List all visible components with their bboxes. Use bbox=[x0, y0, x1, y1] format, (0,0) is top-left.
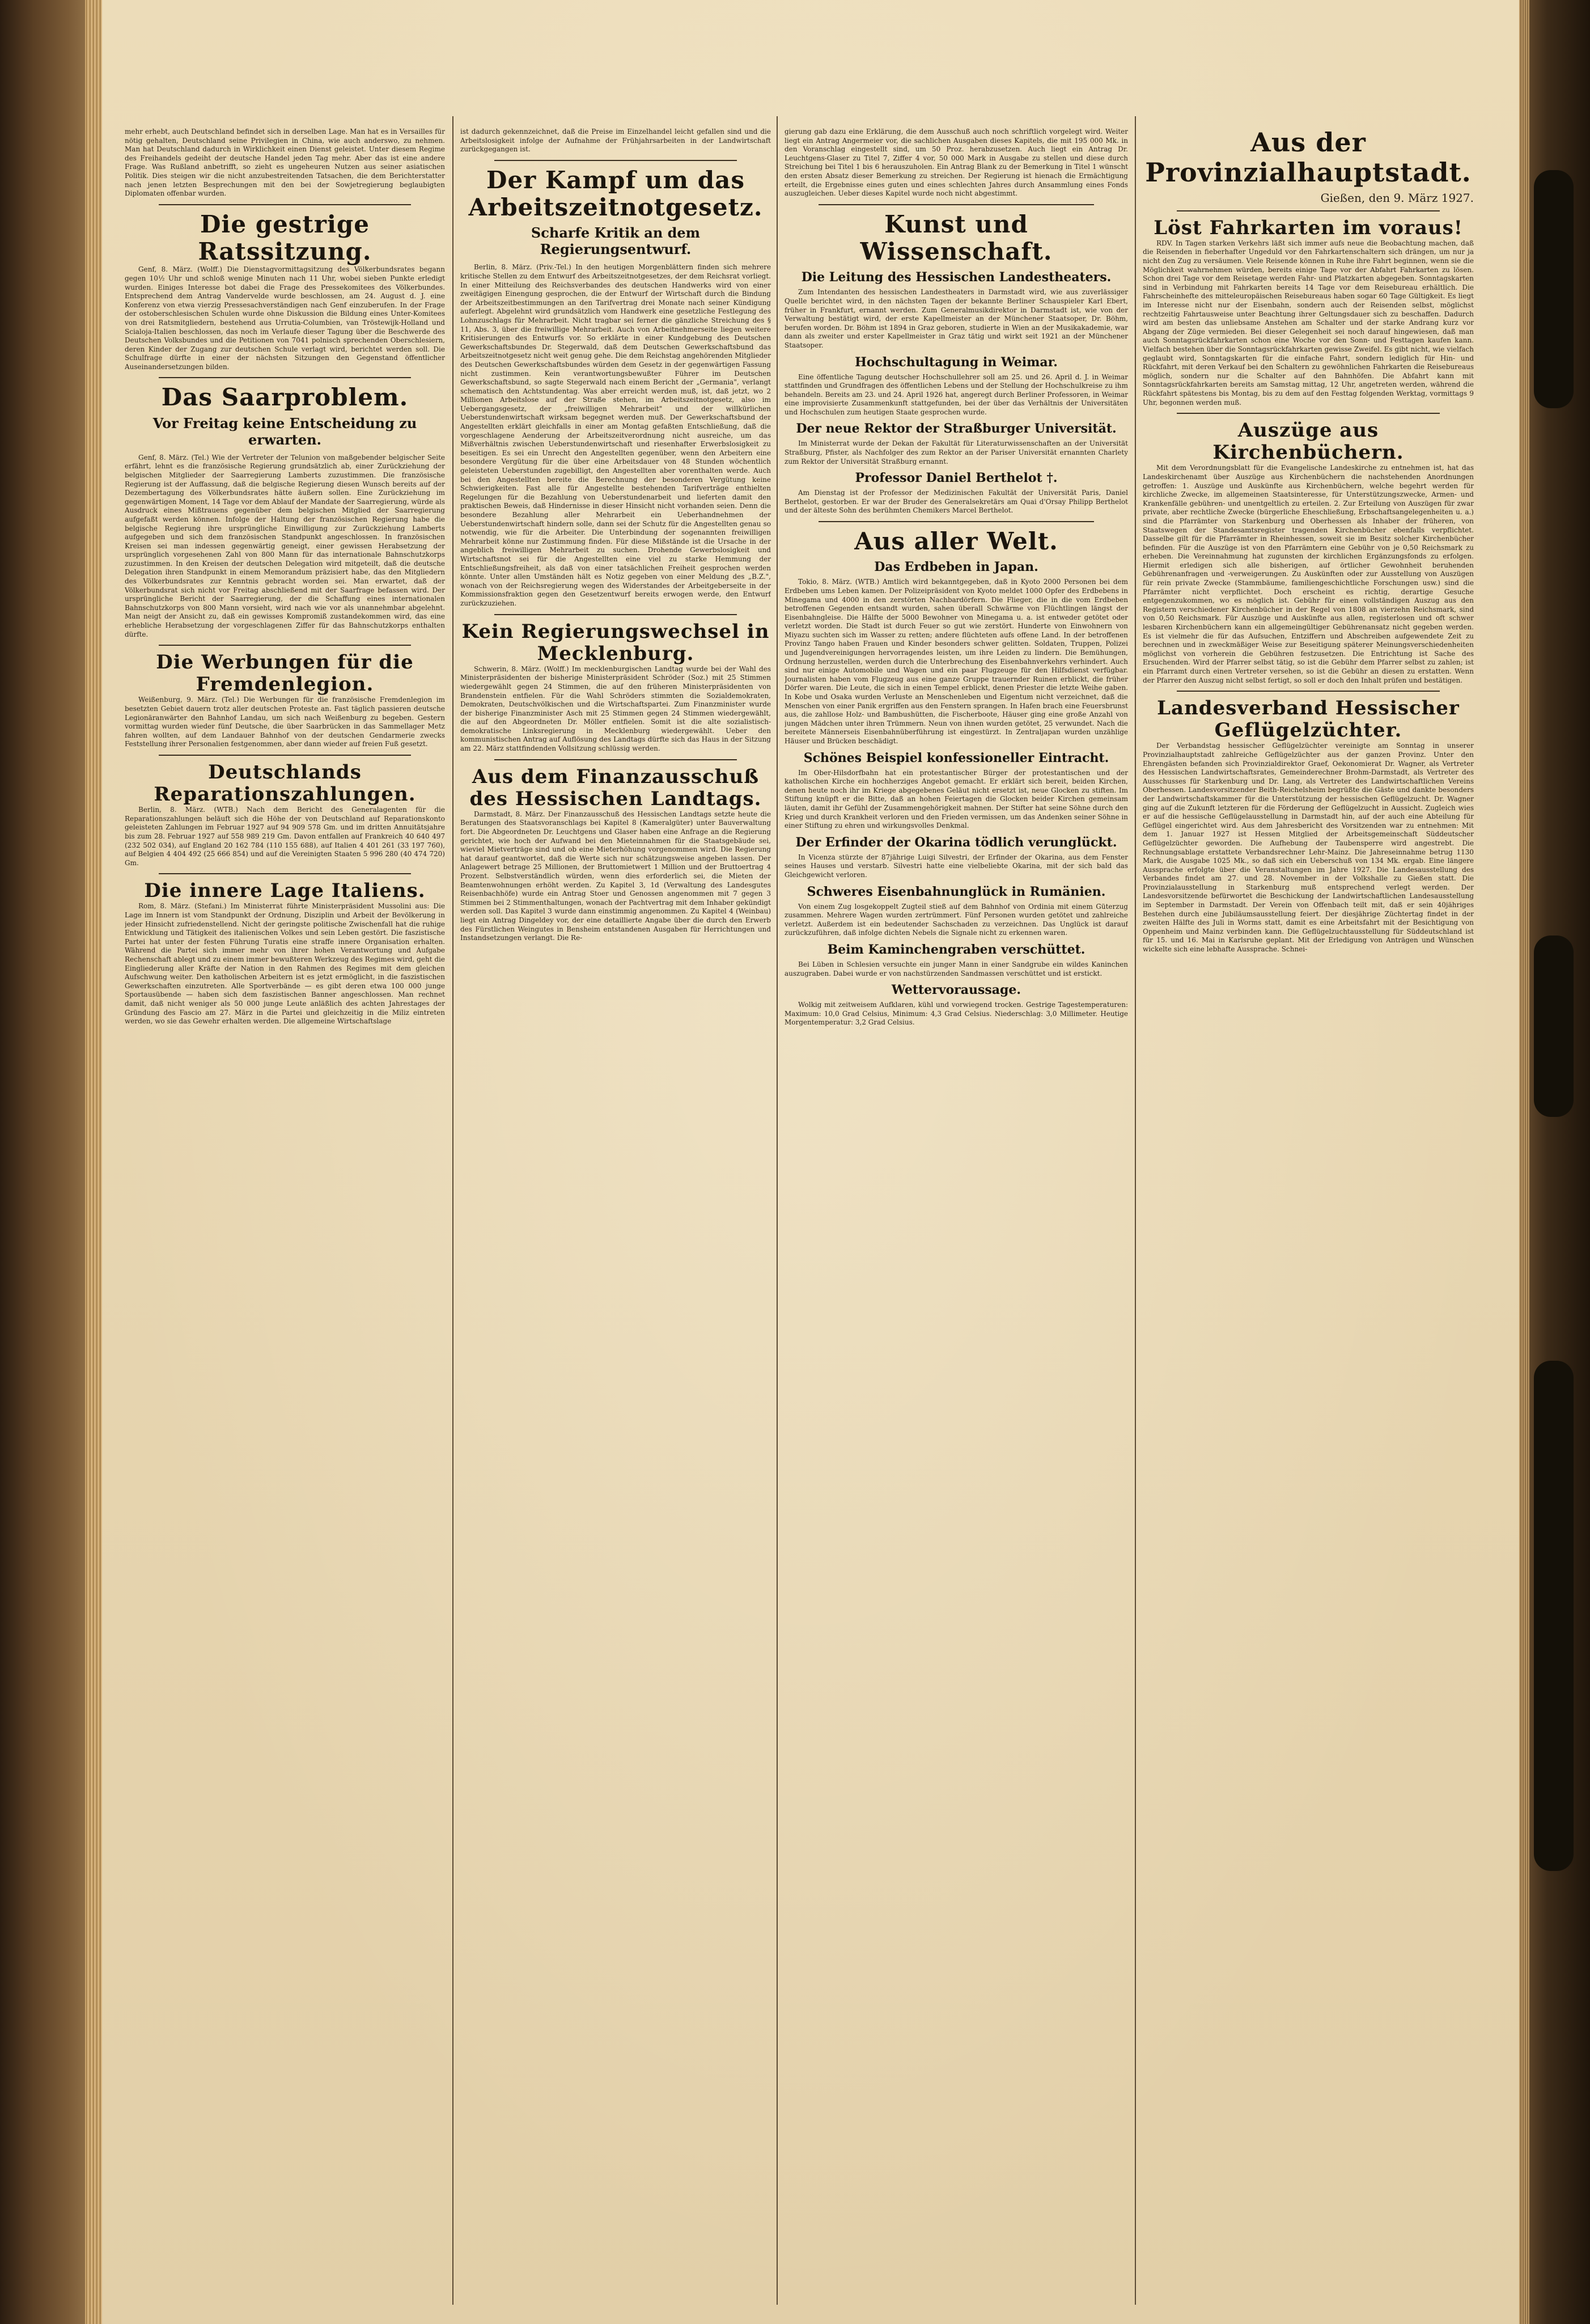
provinz-headline: Aus der Provinzialhauptstadt. bbox=[1145, 128, 1472, 188]
wetter-text: Wolkig mit zeitweisem Aufklaren, kühl und vorwiegend trocken. Gestrige Tagestemperaturen: Maximum: 10,0 Grad Celsius, Minimum: 4,3 Grad Celsius. Niederschlag: 3,0 Millimeter. Heutige Morgentemperatur: 3,2 Grad Celsius. bbox=[785, 1001, 1128, 1027]
column-4 bbox=[1143, 128, 1474, 2301]
col1-intro: mehr erhebt, auch Deutschland befindet sich in derselben Lage. Man hat es in Versailles für nötig gehalten, Deutschland seine Privilegien in China, wie auch anderswo, zu nehmen. Man hat Deutschland dadurch in Wirklichkeit einen Dienst geleistet. Unter diesem Regime des Freihandels gedeiht der deutsche Handel jeden Tag mehr. Aber das ist eine andere Frage. Was Rußland anbetrifft, so zieht es ungeheuren Nutzen aus seiner asiatischen Politik. Dies steigen wir die nicht anzubestreitenden Tatsachen, die dem Berichterstatter nach jenen letzten Besprechungen mit den bei der Sowjetregierung beglaubigten Diplomaten offenbar wurden. bbox=[125, 128, 445, 198]
section-divider bbox=[159, 204, 411, 205]
next-page-glyph bbox=[1534, 1361, 1574, 1871]
next-page-glyph bbox=[1534, 935, 1574, 1117]
column-rule bbox=[452, 116, 453, 2305]
saar-text: Genf, 8. März. (Tel.) Wie der Vertreter der Telunion von maßgebender belgischer Seite erfährt, lehnt es die französische Regierung grundsätzlich ab, einer Zurückziehung der belgischen Mitglieder der Saarregierung Lamberts zuzustimmen. Die französische Regierung ist der Auffassung, daß die belgische Regierung diesen Wunsch bereits auf der Dezembertagung des Völkerbundsrates hätte äußern sollen. Eine Zurückziehung im gegenwärtigen Moment, 14 Tage vor dem Ablauf der Mandate der Saarregierung, würde als Ausdruck eines Mißtrauens gegenüber dem belgischen Mitglied der Saarregierung aufgefaßt werden können. Infolge der Haltung der französischen Regierung habe die belgische Regierung ihre ursprüngliche Einwilligung zur Zurückziehung Lamberts aufgegeben und sich dem französischen Standpunkt angeschlossen. In französischen Kreisen sei man indessen gegenwärtig geneigt, einer gewissen Herabsetzung der ursprünglich vorgesehenen Zahl von 800 Mann für das internationale Bahnschutzkorps zuzustimmen. In den Kreisen der deutschen Delegation wird mitgeteilt, daß die deutsche Delegation ihren Standpunkt in einem Memorandum präzisiert habe, das den Mitgliedern des Völkerbundsrates zur Kenntnis gebracht worden sei. Man erwartet, daß der Völkerbundsrat sich nicht vor Freitag abschließend mit der Saarfrage befassen wird. Der ursprüngliche Bericht der Saarregierung, der die Schaffung eines internationalen Bahnschutzkorps von 800 Mann vorsieht, wird nach wie vor als unannehmbar abgelehnt. Man neigt der Ansicht zu, daß ein gewisses Kompromiß zustandekommen wird, das eine erhebliche Herabsetzung der vorgeschlagenen Ziffer für das Bahnschutzkorps enthalten dürfte. bbox=[125, 453, 445, 638]
ratssitzung-headline: Die gestrige Ratssitzung. bbox=[198, 210, 372, 266]
mecklenburg-text: Schwerin, 8. März. (Wolff.) Im mecklenburgischen Landtag wurde bei der Wahl des Ministerpräsidenten der bisherige Ministerpräsident Schröder (Soz.) mit 25 Stimmen wiedergewählt gegen 24 Stimmen, die auf den früheren Ministerpräsidenten von Brandenstein entfielen. Für die Wahl Schröders stimmten die Sozialdemokraten, Demokraten, Deutschvölkischen und die Wirtschaftspartei. Zum Finanzminister wurde der bisherige Finanzminister Asch mit 25 Stimmen gegen 24 Stimmen wiedergewählt, die auf den Abgeordneten Dr. Möller entfielen. Somit ist die alte sozialistisch-demokratische Linksregierung in Mecklenburg wiedergewählt. Ueber den kommunistischen Antrag auf Auflösung des Landtags dürfte sich das Haus in der Sitzung am 22. März stattfindenden Vollsitzung schlüssig werden. bbox=[460, 664, 771, 753]
section-divider bbox=[819, 204, 1094, 205]
section-divider bbox=[1177, 413, 1440, 414]
section-divider bbox=[159, 645, 411, 646]
japan-text: Tokio, 8. März. (WTB.) Amtlich wird bekanntgegeben, daß in Kyoto 2000 Personen bei dem Erdbeben ums Leben kamen. Der Polizeipräsident von Kyoto meldet 1000 Opfer des Erdbebens in Minegama und 4000 in den zerstörten Nachbardörfern. Die Flieger, die in die vom Erdbeben betroffenen Gegenden entsandt wurden, sahen überall Schwärme von Flüchtlingen längst der Eisenbahngleise. Die Hälfte der 5000 Bewohner von Minegama u. a. ist entweder getötet oder verletzt worden. Die Stadt ist durch Feuer so gut wie zerstört. Hunderte von Einwohnern von Miyazu suchten sich im Wasser zu retten; andere flüchteten aufs offene Land. In der betroffenen Provinz Tango haben Frauen und Kinder besonders schwer gelitten. Soldaten, Truppen, Polizei und Jugendvereinigungen hervorragendes leisten, um ihre Leiden zu lindern. Die Bemühungen, Ordnung herzustellen, werden durch die Unterbrechung des Eisenbahnverkehrs verhindert. Auch sind nur einige Automobile und Wagen und ein paar Flugzeuge für den Hilfsdienst verfügbar. Journalisten haben vom Flugzeug aus eine ganze Gruppe trauernder Ruinen erblickt, die früher Dörfer waren. Die Leute, die sich in einen Tempel erblickt, denen Priester die letzte Weihe gaben. In Kobe und Osaka wurden Verluste an Menschenleben und Eigentum nicht verzeichnet, daß die Menschen von einer Panik ergriffen aus den Fenstern sprangen. In Hafen brach eine Feuersbrunst aus, die zahllose Holz- und Bambushütten, die Fischerboote, Häuser ging eine große Anzahl von jungen Mädchen unter ihren Trümmern. Neun von ihnen wurden getötet, 25 verwundet. Nach die bereitete Männerseis Eisenbahnüberführung ist eingestürzt. In Zentraljapan wurden unzählige Häuser und Brücken beschädigt. bbox=[785, 578, 1128, 746]
kampf-headline: Der Kampf um das Arbeitszeitnotgesetz. bbox=[468, 166, 763, 222]
japan-subheadline: Das Erdbeben in Japan. bbox=[874, 560, 1038, 575]
col3-intro: gierung gab dazu eine Erklärung, die dem Ausschuß auch noch schriftlich vorgelegt wird. Weiter liegt ein Antrag Angermeier vor, die sachlichen Ausgaben dieses Kapitels, die mit 195 000 Mk. in den Voranschlag eingestellt sind, um 50 Proz. herabzusetzen. Auch liegt ein Antrag Dr. Leuchtgens-Glaser zu Titel 7, Ziffer 4 vor, 50 000 Mark in Ausgabe zu stellen und diese durch Streichung bei Titel 1 bis 6 herauszuholen. Ein Antrag Blank zu der Bemerkung in Titel 1 wünscht den ersten Absatz dieser Bemerkung zu streichen. Der Regierung ist hienach die Ermächtigung erteilt, die Ergebnisse eines guten und eines schlechten Jahres durch Ansammlung eines Fonds auszugleichen. Ueber dieses Kapitel wurde noch nicht abgestimmt. bbox=[785, 128, 1128, 198]
kunst-headline: Kunst und Wissenschaft. bbox=[860, 210, 1053, 266]
okarina-text: In Vicenza stürzte der 87jährige Luigi Silvestri, der Erfinder der Okarina, aus dem Fenster seines Hauses und verstarb. Silvestri hatte eine vielbeliebte Okarina, mit der sich bald das Gleichgewicht verloren. bbox=[785, 853, 1128, 879]
col2-intro: ist dadurch gekennzeichnet, daß die Preise im Einzelhandel leicht gefallen sind und die Arbeitslosigkeit infolge der Aufnahme der Frühjahrsarbeiten in der Landwirtschaft zurückgegangen ist. bbox=[460, 128, 771, 154]
section-divider bbox=[494, 614, 737, 615]
page-stack-edge bbox=[85, 0, 102, 2324]
kamin-text: Bei Lüben in Schlesien versuchte ein junger Mann in einer Sandgrube ein wildes Kaninchen auszugraben. Dabei wurde er von nachstürzenden Sandmassen verschüttet und ist erstickt. bbox=[785, 960, 1128, 977]
column-3 bbox=[785, 128, 1128, 2301]
section-divider bbox=[1177, 691, 1440, 692]
hochschul-subheadline: Hochschultagung in Weimar. bbox=[855, 354, 1058, 370]
fahrkarten-headline: Löst Fahrkarten im voraus! bbox=[1154, 216, 1463, 239]
fahrkarten-text: RDV. In Tagen starken Verkehrs läßt sich immer aufs neue die Beobachtung machen, daß die Reisenden in fieberhafter Ungeduld vor den Fahrkartenschaltern sich drängen, um nur ja nicht den Zug zu versäumen. Viele Reisende können in Ruhe ihre Fahrt beginnen, wenn sie die Möglichkeit wahrnehmen würden, bereits einige Tage vor der Abfahrt Fahrkarten zu lösen. Schon drei Tage vor dem Reisetage werden Fahr- und Platzkarten abgegeben. Sonntagskarten sind in Verbindung mit Fahrkarten bereits 14 Tage vor dem Reisebureau erhältlich. Die Fahrscheinhefte des mitteleuropäischen Reisebureaus haben sogar 60 Tage Gültigkeit. Es liegt im Interesse nicht nur der Eisenbahn, sondern auch der Reisenden selbst, möglichst rechtzeitig Fahrtausweise unter Beachtung ihrer Geltungsdauer sich zu beschaffen. Dadurch wird am besten das unliebsame Anstehen am Schalter und der starke Andrang kurz vor Abgang der Züge vermieden. Bei dieser Gelegenheit sei noch darauf hingewiesen, daß man auch Sonntagsrückfahrkarten schon eine Woche vor den Sonn- und Festtagen kaufen kann. Vielfach bestehen über die Sonntagsrückfahrkarten gewisse Zweifel. Es gibt nicht, wie vielfach geglaubt wird, Sonntagskarten für die einfache Fahrt, sondern lediglich für Hin- und Rückfahrt, mit deren Verkauf bei den Schaltern zu gewöhnlichen Fahrkarten die Reisebureaus möglich, sondern nur die Schalter auf den Bahnhöfen. Die Abfahrt kann mit Sonntagsrückfahrkarten bereits am Samstag mittag, 12 Uhr, angetreten werden, während die Rückfahrt spätestens bis Montag, bis zu dem auf den Festtag folgenden Werktag, vormittags 9 Uhr, begonnen werden muß. bbox=[1143, 239, 1474, 407]
schoenes-subheadline: Schönes Beispiel konfessioneller Eintracht. bbox=[803, 750, 1109, 765]
wetter-subheadline: Wettervoraussage. bbox=[891, 983, 1021, 998]
section-divider bbox=[159, 377, 411, 378]
next-page-glyph bbox=[1534, 170, 1574, 408]
leitung-subheadline: Die Leitung des Hessischen Landestheaters. bbox=[801, 270, 1112, 285]
hochschul-text: Eine öffentliche Tagung deutscher Hochschullehrer soll am 25. und 26. April d. J. in Weimar stattfinden und Grundfragen des öffentlichen Lebens und der Stellung der Hochschulkreise zu ihm behandeln. Bereits am 23. und 24. April 1926 hat, angeregt durch Berliner Professoren, in Weimar eine improvisierte Zusammenkunft stattgefunden, bei der über das Verhältnis der Universitäten und Hochschulen zum heutigen Staate gesprochen wurde. bbox=[785, 372, 1128, 416]
mecklenburg-headline: Kein Regierungswechsel in Mecklenburg. bbox=[461, 620, 770, 665]
kamin-subheadline: Beim Kaminchengraben verschüttet. bbox=[827, 942, 1086, 957]
saar-headline: Das Saarproblem. bbox=[161, 383, 409, 412]
ratssitzung-text: Genf, 8. März. (Wolff.) Die Dienstagvormittagsitzung des Völkerbundsrates begann gegen 10½ Uhr und schloß wenige Minuten nach 11 Uhr, wobei sieben Punkte erledigt wurden. Einiges Interesse bot dabei die Frage des Pressekomitees des Völkerbundes. Entsprechend dem Antrag Vandervelde wurde beschlossen, am 24. August d. J. eine Konferenz von etwa vierzig Pressesachverständigen nach Genf einzuberufen. In der Frage der ostoberschlesischen Schulen wurde ohne Diskussion die Bildung eines Unter-Komitees von drei Ratsmitgliedern, bestehend aus Urrutia-Columbien, van Tröstewijk-Holland und Scialoja-Italien beschlossen, das noch im Verlaufe dieser Tagung über die Beschwerde des Deutschen Volksbundes und die Petitionen von 7041 polnisch sprechenden Oberschlesiern, deren Kinder der Zugang zur deutschen Schule verlagt wird, berichtet werden soll. Die Schulfrage dürfte in einer der nächsten Sitzungen den Gegenstand öffentlicher Auseinandersetzungen bilden. bbox=[125, 265, 445, 371]
rektor-text: Im Ministerrat wurde der Dekan der Fakultät für Literaturwissenschaften an der Universität Straßburg, Pfister, als Nachfolger des zum Rektor an der Pariser Universität ernannten Charlety zum Rektor der Universität Straßburg ernannt. bbox=[785, 439, 1128, 465]
schoenes-text: Im Ober-Hilsdorfbahn hat ein protestantischer Bürger der protestantischen und der katholischen Kirche ein hochherziges Angebot gemacht. Er erklärt sich bereit, beiden Kirchen, denen heute noch ihr im Kriege abgegebenes Geläut nicht ersetzt ist, neue Glocken zu stiften. Im Stiftung knüpft er die Bitte, daß an hohen Feiertagen die Glocken beider Kirchen gemeinsam läuten, damit ihr Gefühl der Zusammengehörigkeit mahnen. Der Stifter hat seine Söhne durch den Krieg und durch Krankheit verloren und den Frieden vermissen, um das Andenken seiner Söhne in einer Stiftung zu ehren und wirkungsvolles Denkmal. bbox=[785, 768, 1128, 830]
finanzausschuss-headline: Aus dem Finanzausschuß des Hessischen Landtags. bbox=[469, 765, 762, 810]
section-divider bbox=[1177, 210, 1440, 211]
book-binding bbox=[0, 0, 85, 2324]
page-rim bbox=[1519, 0, 1529, 2324]
berthelot-text: Am Dienstag ist der Professor der Medizinischen Fakultät der Universität Paris, Daniel Berthelot, gestorben. Er war der Bruder des Generalsekretärs am Quai d'Orsay Philipp Berthelot und der älteste Sohn des berühmten Chemikers Marcel Berthelot. bbox=[785, 489, 1128, 515]
column-rule bbox=[777, 116, 778, 2305]
newspaper-page bbox=[102, 0, 1519, 2324]
werbungen-text: Weißenburg, 9. März. (Tel.) Die Werbungen für die französische Fremdenlegion im besetzten Gebiet dauern trotz aller deutschen Proteste an. Fast täglich passieren deutsche Legionäranwärter den Bahnhof Landau, um sich nach Weißenburg zu begeben. Gestern vormittag wurden wieder fünf Deutsche, die über Saarbrücken in das Sammellager Metz fahren wollten, auf dem Landauer Bahnhof von der deutschen Gendarmerie zwecks Feststellung ihrer Personalien festgenommen, aber dann wieder auf freien Fuß gesetzt. bbox=[125, 696, 445, 748]
italien-text: Rom, 8. März. (Stefani.) Im Ministerrat führte Ministerpräsident Mussolini aus: Die Lage im Innern ist vom Standpunkt der Ordnung, Disziplin und Arbeit der Bevölkerung in jeder Hinsicht zufriedenstellend. Nicht der geringste politische Zwischenfall hat die ruhige Entwicklung und Tätigkeit des italienischen Volkes und sein Leben gestört. Die faszistische Partei hat unter der festen Führung Turatis eine straffe innere Organisation erhalten. Während die Partei sich immer mehr von ihrer hohen Verantwortung und Aufgabe Rechenschaft ablegt und zu einem immer bewußteren Werkzeug des Regimes wird, geht die Eingliederung aller Kräfte der Nation in den Rahmen des Regimes mit dem gleichen Aufschwung weiter. Den katholischen Arbeitern ist es jetzt ermöglicht, in die faszistischen Gewerkschaften einzutreten. Alle Sportverbände — es gibt deren etwa 100 000 junge Sportausübende — haben sich dem faszistischen Banner angeschlossen. Man rechnet damit, daß nicht weniger als 50 000 junge Leute anläßlich des achten Jahrestages der Gründung des Fascio am 27. März in die Partei und gleichzeitig in die Miliz eintreten werden, wo sie das Gewehr erhalten werden. Die allgemeine Wirtschaftslage bbox=[125, 902, 445, 1026]
provinz-date: Gießen, den 9. März 1927. bbox=[1320, 191, 1474, 205]
kampf-subheadline: Scharfe Kritik an dem Regierungsentwurf. bbox=[531, 225, 701, 258]
section-divider bbox=[159, 873, 411, 874]
section-divider bbox=[494, 759, 737, 760]
werbungen-headline: Die Werbungen für die Fremdenlegion. bbox=[156, 651, 414, 696]
okarina-subheadline: Der Erfinder der Okarina tödlich verunglückt. bbox=[795, 835, 1117, 850]
gefluegel-headline: Landesverband Hessischer Geflügelzüchter. bbox=[1157, 697, 1460, 742]
welt-headline: Aus aller Welt. bbox=[854, 527, 1058, 556]
rektor-subheadline: Der neue Rektor der Straßburger Universität. bbox=[796, 421, 1117, 437]
saar-subheadline: Vor Freitag keine Entscheidung zu erwarten. bbox=[152, 414, 417, 448]
column-1 bbox=[125, 128, 445, 2301]
section-divider bbox=[494, 160, 737, 161]
leitung-text: Zum Intendanten des hessischen Landestheaters in Darmstadt wird, wie aus zuverlässiger Quelle berichtet wird, in den nächsten Tagen der bekannte Berliner Schauspieler Karl Ebert, früher in Frankfurt, ernannt werden. Zum Generalmusikdirektor in Darmstadt ist, wie von der Verwaltung bestätigt wird, der erste Kapellmeister an der Münchener Staatsoper, Dr. Böhm, berufen worden. Dr. Böhm ist 1894 in Graz geboren, studierte in Wien an der Musikakademie, war dann als zweiter und erster Kapellmeister in Graz tätig und wirkt seit 1921 an der Münchener Staatsoper. bbox=[785, 288, 1128, 349]
section-divider bbox=[819, 521, 1094, 522]
section-divider bbox=[159, 755, 411, 756]
column-rule bbox=[1135, 116, 1136, 2305]
gefluegel-text: Der Verbandstag hessischer Geflügelzüchter vereinigte am Sonntag in unserer Provinzialhauptstadt zahlreiche Geflügelzüchter aus der ganzen Provinz. Unter den Ehrengästen befanden sich Provinzialdirektor Graef, Oekonomierat Dr. Wagner, als Vertreter des Hessischen Landwirtschaftsrates, Gemeinderechner Brohm-Darmstadt, als Vertreter des Ausschusses für Starkenburg und Dr. Lang, als Vertreter des Landwirtschaftlichen Vereins Oberhessen. Landesvorsitzender Beith-Reichelsheim begrüßte die Gäste und dankte besonders der Landwirtschaftskammer für die Unterstützung der hessischen Geflügelzucht. Dr. Wagner ging auf die Zukunft letzteren für die Förderung der Geflügelzucht in Aussicht. Zugleich wies er auf die hessische Geflügelausstellung in Darmstadt hin, auf der auch eine Abteilung für Geflügel eingerichtet wird. Aus dem Jahresbericht des Vorsitzenden war zu entnehmen: Mit dem 1. Januar 1927 ist Hessen Mitglied der Arbeitsgemeinschaft Süddeutscher Geflügelzüchter geworden. Die Aufhebung der Taubensperre wird angestrebt. Die Rechnungsablage erstattete Verbandsrechner Lehr-Mainz. Die Jahreseinnahme betrug 1130 Mark, die Ausgabe 1025 Mk., so daß sich ein Ueberschuß von 134 Mk. ergab. Eine längere Aussprache erfolgte über die Veranstaltungen im Jahre 1927. Die Landesausstellung des Verbandes findet am 27. und 28. November in der Volkshalle zu Gießen statt. Die Provinzialausstellung in Starkenburg muß entsprechend verlegt werden. Der Landesvorsitzende befürwortet die Beschickung der Landwirtschaftlichen Landesausstellung im September in Darmstadt. Der Verein von Offenbach teilt mit, daß er sein 40jähriges Bestehen durch eine Jubiläumsausstellung feiert. Der diesjährige Züchtertag findet in der zweiten Hälfte des Juli in Worms statt, damit es eine Arbeitsfahrt mit der Besichtigung von Oppenheim und Mainz verbinden kann. Die Geflügelzuchtausstellung für Süddeutschland ist für 15. und 16. Mai in Karlsruhe geplant. Mit der Erledigung von Anträgen und Wünschen wickelte sich eine lebhafte Aussprache. Schnei- bbox=[1143, 742, 1474, 954]
reparation-headline: Deutschlands Reparationszahlungen. bbox=[154, 760, 416, 806]
next-page-edge bbox=[1519, 0, 1590, 2324]
berthelot-subheadline: Professor Daniel Berthelot †. bbox=[855, 471, 1058, 486]
italien-headline: Die innere Lage Italiens. bbox=[144, 879, 426, 903]
column-2 bbox=[460, 128, 771, 2301]
kampf-text: Berlin, 8. März. (Priv.-Tel.) In den heutigen Morgenblättern finden sich mehrere kritische Stellen zu dem Entwurf des Arbeitszeitnotgesetzes, der dem Reichsrat vorliegt. In einer Mitteilung des Reichsverbandes des deutschen Handwerks wird von einer zweitägigen Einengung gesprochen, die der Entwurf der Wirtschaft durch die Bindung der Arbeitszeitbestimmungen an den Tarifvertrag drei Monate nach seiner Kündigung auferlegt. Abgelehnt wird grundsätzlich vom Handwerk eine gesetzliche Festlegung des Lohnzuschlags für Mehrarbeit. Nicht tragbar sei ferner die gänzliche Streichung des § 11, Abs. 3, über die freiwillige Mehrarbeit. Auch von Arbeitnehmerseite liegen weitere Kritisierungen des Entwurfs vor. So erklärte in einer Kundgebung des Deutschen Gewerkschaftsbundes Dr. Stegerwald, daß dem Deutschen Gewerkschaftsbund das Arbeitszeitnotgesetz nicht weit genug gehe. Die dem Reichstag angehörenden Mitglieder des Deutschen Gewerkschaftsbundes würden dem Gesetz in der gegenwärtigen Fassung nicht zustimmen. Kein verantwortungsbewußter Führer im Deutschen Gewerkschaftsbund, so sagte Stegerwald nach einem Bericht der „Germania", verlangt schematisch den Achtstundentag. Was aber erreicht werden muß, ist, daß jetzt, wo 2 Millionen Arbeitslose auf der Straße stehen, im Arbeitszeitnotgesetz, also im Uebergangsgesetz, der „freiwilligen Mehrarbeit" und der willkürlichen Ueberstundenwirtschaft wirksam begegnet werden muß. Der Gewerkschaftsbund der Angestellten erklärt gleichfalls in einer am Montag gefaßten Entschließung, daß die vorgeschlagene Aenderung der Arbeitszeitverordnung nicht ausreiche, um das Mißverhältnis zwischen Ueberstundenwirtschaft und riesenhafter Erwerbslosigkeit zu beseitigen. Es sei ein Unrecht den Angestellten gegenüber, wenn den Arbeitern eine besondere Vergütung für die über eine Arbeitsdauer von 48 Stunden wöchentlich geleisteten Ueberstunden zugebilligt, den Angestellten aber vorenthalten werde. Auch bei den Angestellten bereite die Berechnung der besonderen Vergütung keine Schwierigkeiten. Fast alle für Angestellte bestehenden Tarifverträge enthielten Regelungen für die Bezahlung von Ueberstundenarbeit und lieferten damit den praktischen Beweis, daß Hindernisse in dieser Hinsicht nicht vorhanden seien. Denn die besondere Bezahlung aller Mehrarbeit ein Ueberhandnehmen der Ueberstundenwirtschaft hindern solle, dann sei der Schutz für die Angestellten genau so notwendig, wie für die Arbeiter. Die Unterbindung der sogenannten freiwilligen Mehrarbeit könne nur Zustimmung finden. Für diese Mißstände ist die Ursache in der angeblich freiwilligen Mehrarbeit zu suchen. Drohende Gewerbslosigkeit und Wirtschaftsnot sei für die Angestellten eine viel zu starke Hemmung der Entschließungsfreiheit, als daß von einer tatsächlichen Freiheit gesprochen werden könnte. Unter allen Umständen hält es Notiz gegeben von einer Meldung des „B.Z.", wonach von der Reichsregierung wegen des Widerstandes der Arbeitgeberseite in der Kommissionsfraktion gegen den Gesetzentwurf bereits erwogen werde, den Entwurf zurückzuziehen. bbox=[460, 263, 771, 607]
kirchenbuecher-text: Mit dem Verordnungsblatt für die Evangelische Landeskirche zu entnehmen ist, hat das Landeskirchenamt über Auszüge aus Kirchenbüchern die nachstehenden Anordnungen getroffen: 1. Auszüge und Auskünfte aus Kirchenbüchern, welche begehrt werden für kirchliche Zwecke, im allgemeinen Staatsinteresse, für Unterstützungszwecke, Armen- und Krankenfälle gebühren- und unentgeltlich zu erteilen. 2. Zur Erteilung von Auszügen für zwar private, aber rechtliche Zwecke (bürgerliche Eheschließung, Erbschaftsangelegenheiten u. a.) sind die Pfarrämter von Starkenburg und Oberhessen als Inhaber der früheren, von Staatswegen der Standesamtsregister tragenden Kirchenbücher ebenfalls verpflichtet. Dasselbe gilt für die Pfarrämter in Rheinhessen, soweit sie im Besitz solcher Kirchenbücher befinden. Für die Auszüge ist von den Pfarrämtern eine Gebühr von je 0,50 Reichsmark zu erheben. Die Vereinnahmung hat zugunsten der kirchlichen Ergänzungsfonds zu erfolgen. Hiermit erledigen sich alle bisherigen, auf örtlicher Gewohnheit beruhenden Gebührenanfragen und -verweigerungen. Zu Auskünften oder zur Ausstellung von Auszügen für rein private Zwecke (Stammbäume, familiengeschichtliche Forschungen usw.) sind die Pfarrämter nicht verpflichtet. Doch erscheint es richtig, derartige Gesuche entgegenzukommen, wo es möglich ist. Gebühr für einen vollständigen Auszug aus den Registern verschiedener Kirchenbücher in der Regel von 1808 an vierzehn Reichsmark, sind von 0,50 Reichsmark. Für Auszüge und Auskünfte aus allen, registerlosen und oft schwer lesbaren Kirchenbüchern kann ein allgemeingültiger Gebührenansatz nicht gegeben werden. Es ist vielmehr die für das Aufsuchen, Entziffern und Abschreiben aufgewendete Zeit zu berechnen und in zweckmäßiger Weise zur Beseitigung späterer Meinungsverschiedenheiten möglichst von vorherein die Gebühren festzusetzen. Die Entrichtung ist Sache des Ersuchenden. Wird der Pfarrer selbst tätig, so ist die Gebühr dem Pfarrer selbst zu zahlen; ist ein Pfarramt durch einen Vertreter versehen, so ist die Gebühr an diesen zu erstatten. Wenn der Pfarrer den Auszug nicht selbst fertigt, so soll er doch den Inhalt prüfen und bestätigen. bbox=[1143, 464, 1474, 684]
rumaenien-subheadline: Schweres Eisenbahnunglück in Rumänien. bbox=[807, 884, 1106, 899]
kirchenbuecher-headline: Auszüge aus Kirchenbüchern. bbox=[1212, 419, 1404, 464]
finanzausschuss-text: Darmstadt, 8. März. Der Finanzausschuß des Hessischen Landtags setzte heute die Beratungen des Staatsvoranschlags bei Kapitel 8 (Kameralgüter) unter Bauverwaltung fort. Die Abgeordneten Dr. Leuchtgens und Glaser haben eine Anfrage an die Regierung gerichtet, wie hoch der Aufwand bei den Mieteinnahmen für die Staatsgebäude sei, wieviel Mietverträge sind und ob eine Mieterhöhung vorgenommen wird. Die Regierung hat darauf geantwortet, daß die Werte sich nur schätzungsweise angeben lassen. Der Anlagewert betrage 25 Millionen, der Bruttomietwert 1 Million und der Bruttoertrag 4 Prozent. Selbstverständlich würden, wenn dies erforderlich sei, die Mieten der Beamtenwohnungen erhöht werden. Zu Kapitel 3, 1d (Verwaltung des Landesgutes Reisenbachhöfe) wurde ein Antrag Stoer und Genossen angenommen mit 7 gegen 3 Stimmen bei 2 Stimmenthaltungen, wonach der Pachtvertrag mit dem Inhaber gekündigt werden soll. Das Kapitel 3 wurde dann einstimmig angenommen. Zu Kapitel 4 (Weinbau) liegt ein Antrag Dingeldey vor, der eine detaillierte Angabe über die durch den Erwerb des Fürstlichen Weingutes in Bensheim entstandenen Ausgaben für Herrichtungen und Instandsetzungen verlangt. Die Re- bbox=[460, 810, 771, 942]
rumaenien-text: Von einem Zug losgekoppelt Zugteil stieß auf dem Bahnhof von Ordinia mit einem Güterzug zusammen. Mehrere Wagen wurden zertrümmert. Fünf Personen wurden getötet und zahlreiche verletzt. Außerdem ist ein bedeutender Sachschaden zu verzeichnen. Das Unglück ist darauf zurückzuführen, daß infolge dichten Nebels die Signale nicht zu erkennen waren. bbox=[785, 902, 1128, 937]
reparation-text: Berlin, 8. März. (WTB.) Nach dem Bericht des Generalagenten für die Reparationszahlungen beläuft sich die Höhe der von Deutschland auf Reparationskonto geleisteten Zahlungen im Februar 1927 auf 94 909 578 Gm. und im dritten Annuitätsjahre bis zum 28. Februar 1927 auf 558 989 219 Gm. Davon entfallen auf Frankreich 40 640 497 (232 502 034), auf England 20 162 784 (110 155 688), auf Italien 4 401 261 (33 197 760), auf Belgien 4 404 492 (25 666 854) und auf die Vereinigten Staaten 5 996 280 (40 474 720) Gm. bbox=[125, 806, 445, 867]
